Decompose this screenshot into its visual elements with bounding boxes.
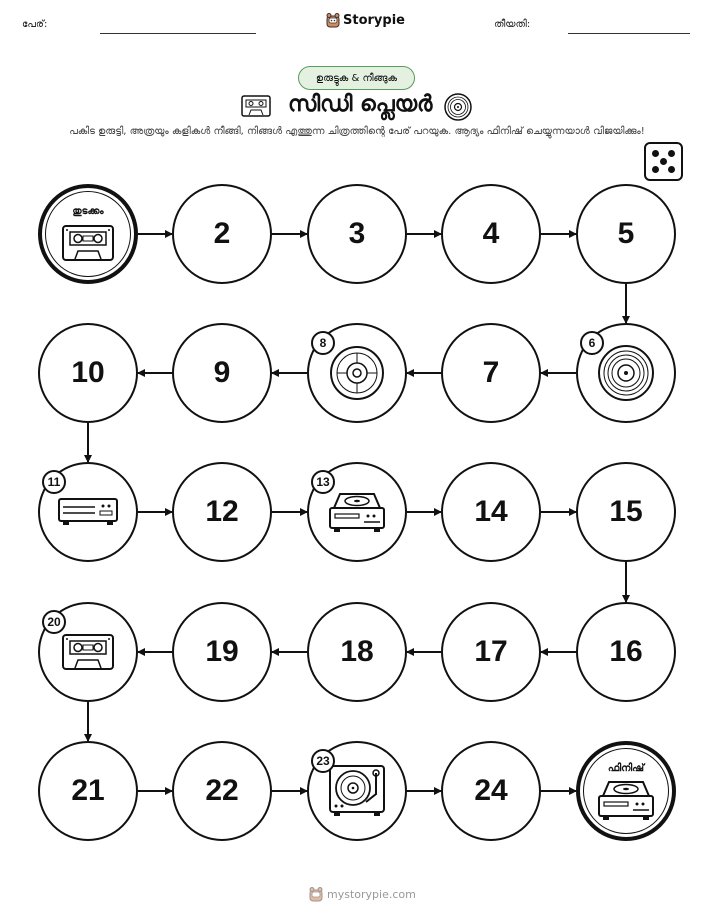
- space-number-badge: 6: [580, 331, 604, 355]
- space-number: 9: [213, 356, 231, 389]
- space-number: 4: [482, 217, 500, 250]
- space-number-badge: 20: [42, 610, 66, 634]
- space-number: 2: [213, 217, 231, 250]
- board-space-11[interactable]: [38, 462, 138, 562]
- instructions: പകിട ഉരുട്ടി, അത്രയും കളികൾ നീങ്ങി, നിങ്ങൾ എത്തുന്ന ചിത്രത്തിന്റെ പേര് പറയുക. ആദ്യം ഫിനിഷ് ചെയ്യുന്നയാൾ വിജയിക്കും!: [69, 126, 645, 137]
- board-space-24[interactable]: [441, 741, 541, 841]
- board-space-16[interactable]: [576, 602, 676, 702]
- game-type-pill: ഉരുട്ടുക & നീങ്ങുക: [298, 66, 415, 90]
- finish-label: ഫിനിഷ്: [607, 763, 645, 774]
- page-title: സിഡി പ്ലെയർ: [288, 92, 433, 117]
- space-number: 17: [474, 635, 508, 668]
- board-space-15[interactable]: [576, 462, 676, 562]
- board-space-7[interactable]: [441, 323, 541, 423]
- board-space-18[interactable]: [307, 602, 407, 702]
- space-number: 15: [609, 495, 643, 528]
- space-number-badge: 11: [42, 470, 66, 494]
- space-number: 18: [340, 635, 374, 668]
- space-number: 14: [474, 495, 508, 528]
- board-space-23[interactable]: [307, 741, 407, 841]
- space-number: 7: [482, 356, 500, 389]
- start-label: തുടക്കം: [72, 206, 104, 217]
- cassette-icon: [62, 634, 114, 670]
- board-space-8[interactable]: [307, 323, 407, 423]
- board-space-4[interactable]: [441, 184, 541, 284]
- vinyl-record-icon: [596, 343, 656, 403]
- brand-name: Storypie: [343, 12, 405, 28]
- space-number-badge: 23: [311, 749, 335, 773]
- board-space-10[interactable]: [38, 323, 138, 423]
- stereo-player-icon: [57, 497, 119, 527]
- board-space-17[interactable]: [441, 602, 541, 702]
- space-number: 10: [71, 356, 105, 389]
- board-space-22[interactable]: [172, 741, 272, 841]
- space-number: 12: [205, 495, 239, 528]
- start-space[interactable]: [38, 184, 138, 284]
- board-space-3[interactable]: [307, 184, 407, 284]
- name-label: പേര്:: [22, 19, 48, 30]
- space-number: 5: [617, 217, 635, 250]
- footer-site: mystorypie.com: [327, 887, 416, 901]
- space-number: 16: [609, 635, 643, 668]
- space-number: 19: [205, 635, 239, 668]
- board-space-12[interactable]: [172, 462, 272, 562]
- board-space-14[interactable]: [441, 462, 541, 562]
- cd-player-icon: [328, 490, 386, 534]
- board-space-6[interactable]: [576, 323, 676, 423]
- space-number: 22: [205, 774, 239, 807]
- space-number: 21: [71, 774, 105, 807]
- board-space-5[interactable]: [576, 184, 676, 284]
- board-space-13[interactable]: [307, 462, 407, 562]
- finish-space[interactable]: [576, 741, 676, 841]
- space-number-badge: 13: [311, 470, 335, 494]
- board-space-21[interactable]: [38, 741, 138, 841]
- space-number: 24: [474, 774, 508, 807]
- cd-disc-icon: [328, 344, 386, 402]
- bear-mascot-icon: [309, 886, 323, 902]
- board-space-2[interactable]: [172, 184, 272, 284]
- footer: [309, 886, 416, 902]
- board-space-20[interactable]: [38, 602, 138, 702]
- turntable-icon: [328, 764, 386, 818]
- date-label: തീയതി:: [494, 19, 531, 30]
- space-number-badge: 8: [311, 331, 335, 355]
- board-space-9[interactable]: [172, 323, 272, 423]
- space-number: 3: [348, 217, 366, 250]
- board-space-19[interactable]: [172, 602, 272, 702]
